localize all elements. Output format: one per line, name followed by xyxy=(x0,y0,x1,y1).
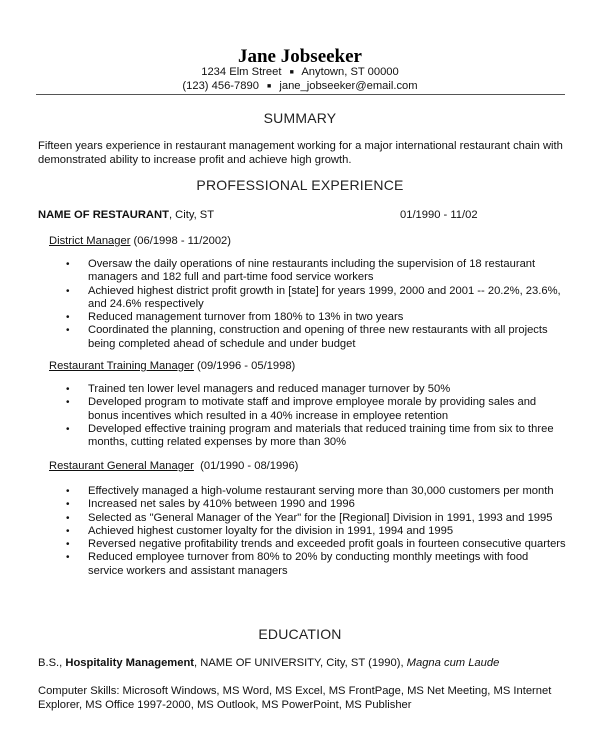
role-period: (06/1998 - 11/2002) xyxy=(130,235,232,247)
header-divider xyxy=(36,94,565,95)
contact-phone-email-line xyxy=(0,80,600,92)
bullet-item: • Reversed negative profitability trends and exceeded profit goals in fourteen consecutive quarters xyxy=(66,538,566,551)
bullet-item: • Achieved highest district profit growth in [state] for years 1999, 2000 and 2001 -- 20.2%, 23.6%, and 24.6% respectively xyxy=(66,285,566,312)
resume-name: Jane Jobseeker xyxy=(237,46,362,67)
bullet-item: • Increased net sales by 410% between 1990 and 1996 xyxy=(66,498,566,511)
city-state-zip: Anytown, ST 00000 xyxy=(301,66,399,78)
bullet-item: • Coordinated the planning, construction and opening of three new restaurants with all projects being completed ahead of schedule and under budget xyxy=(66,324,566,351)
separator-square: ■ xyxy=(267,83,272,90)
employer-name: NAME OF RESTAURANT xyxy=(38,209,169,221)
street-address: 1234 Elm Street xyxy=(201,66,282,78)
degree-major: Hospitality Management xyxy=(65,657,195,669)
bullet-item: • Developed effective training program and materials that reduced training time from six to three months, cutting related expenses by more than 30% xyxy=(66,423,566,450)
section-title-summary: SUMMARY xyxy=(263,110,337,126)
role-heading xyxy=(49,460,298,472)
contact-address-line xyxy=(0,66,600,78)
role-title: District Manager xyxy=(49,235,131,247)
bullet-item: • Selected as "General Manager of the Year" for the [Regional] Division in 1991, 1993 and 1995 xyxy=(66,512,566,525)
bullet-item: • Reduced employee turnover from 80% to 20% by conducting monthly meetings with food service workers and assistant managers xyxy=(66,551,566,578)
honors: Magna cum Laude xyxy=(406,657,500,669)
bullet-item: • Trained ten lower level managers and reduced manager turnover by 50% xyxy=(66,383,566,396)
bullet-item: • Reduced management turnover from 180% to 13% in two years xyxy=(66,311,566,324)
phone-number: (123) 456-7890 xyxy=(182,80,259,92)
employer-location: , City, ST xyxy=(168,209,215,221)
employment-dates: 01/1990 - 11/02 xyxy=(400,209,478,221)
role-bullet-list xyxy=(66,258,566,351)
separator-square: ■ xyxy=(289,69,294,76)
role-period: (01/1990 - 08/1996) xyxy=(193,460,299,472)
role-period: (09/1996 - 05/1998) xyxy=(193,360,296,372)
role-bullet-list xyxy=(66,485,566,578)
computer-skills: Computer Skills: Microsoft Windows, MS Word, MS Excel, MS FrontPage, MS Net Meeting, MS Internet Explorer, MS Office 1997-2000, MS Outlook, MS PowerPoint, MS Publisher xyxy=(38,685,552,711)
role-heading xyxy=(49,235,231,247)
employer-line xyxy=(38,209,214,221)
university: , NAME OF UNIVERSITY, City, ST (1990), xyxy=(194,657,407,669)
section-title-experience: PROFESSIONAL EXPERIENCE xyxy=(196,177,404,193)
email-address: jane_jobseeker@email.com xyxy=(279,80,418,92)
degree-line xyxy=(38,657,499,669)
bullet-item: • Effectively managed a high-volume restaurant serving more than 30,000 customers per month xyxy=(66,485,566,498)
role-bullet-list xyxy=(66,383,566,449)
summary-text: Fifteen years experience in restaurant management working for a major international restaurant chain with demonstrated ability to increase profit and achieve high growth. xyxy=(38,140,563,166)
role-heading xyxy=(49,360,295,372)
bullet-item: • Developed program to motivate staff and improve employee morale by providing sales and bonus incentives which resulted in a 40% increase in employee retention xyxy=(66,396,566,423)
bullet-item: • Oversaw the daily operations of nine restaurants including the supervision of 18 restaurant managers and 182 full and part-time food service workers xyxy=(66,258,566,285)
section-title-education: EDUCATION xyxy=(258,626,342,642)
role-title: Restaurant General Manager xyxy=(49,460,194,472)
degree: B.S., xyxy=(38,657,66,669)
bullet-item: • Achieved highest customer loyalty for the division in 1991, 1994 and 1995 xyxy=(66,525,566,538)
role-title: Restaurant Training Manager xyxy=(49,360,194,372)
